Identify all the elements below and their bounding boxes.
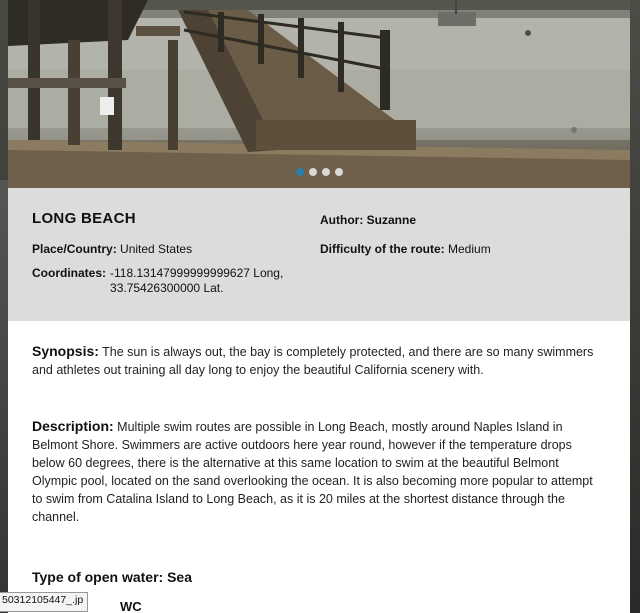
carousel-dot-2[interactable] — [309, 168, 317, 176]
route-photo-carousel[interactable] — [8, 0, 630, 188]
synopsis-label: Synopsis: — [32, 343, 99, 359]
author-field — [320, 213, 416, 228]
synopsis-text: The sun is always out, the bay is completely protected, and there are so many swimmers and athletes out training all day long to enjoy the beautiful California scenery with. — [32, 345, 594, 377]
route-title: LONG BEACH — [32, 210, 136, 227]
difficulty-label: Difficulty of the route: — [320, 242, 445, 256]
difficulty-field — [320, 242, 491, 257]
file-name: 50312105447_.jp — [2, 594, 84, 606]
route-content — [8, 342, 630, 613]
water-type-section — [32, 568, 606, 586]
carousel-dot-1[interactable] — [296, 168, 304, 176]
water-type-value: Sea — [167, 569, 193, 585]
difficulty-value: Medium — [448, 242, 491, 256]
carousel-dot-3[interactable] — [322, 168, 330, 176]
author-label: Author: — [320, 213, 364, 227]
synopsis-section — [32, 342, 606, 379]
download-file-tab[interactable] — [0, 592, 88, 612]
description-text: Multiple swim routes are possible in Long Beach, mostly around Naples Island in Belmont Shore. Swimmers are active outdoors here year round, however if the temperature drops below 60 degrees, there is the alternative at this same location to swim at the beautiful Belmont Olympic pool, located on the sand overlooking the ocean. It is also becoming more popular to attempt to swim from Catalina Island to Long Beach, as it is 20 miles at the shortest distance through the channel. — [32, 420, 593, 524]
place-label: Place/Country: — [32, 242, 117, 256]
carousel-dots — [8, 168, 630, 178]
backdrop-right-strip — [630, 0, 640, 613]
backdrop-left-strip — [0, 180, 8, 613]
route-info-panel — [8, 188, 630, 321]
water-type-label: Type of open water: — [32, 569, 164, 585]
author-value: Suzanne — [366, 213, 417, 227]
coordinates-label: Coordinates: — [32, 266, 107, 280]
wc-label: WC — [120, 599, 142, 613]
description-label: Description: — [32, 418, 114, 434]
dock-photo — [8, 0, 630, 188]
route-modal — [8, 0, 630, 613]
place-field — [32, 242, 192, 257]
coordinates-latitude: 33.75426300000 Lat. — [110, 281, 224, 295]
coordinates-field — [32, 266, 283, 296]
coordinates-longitude: -118.13147999999999627 Long, — [110, 266, 284, 280]
place-value: United States — [120, 242, 193, 256]
description-section — [32, 417, 606, 526]
carousel-dot-4[interactable] — [335, 168, 343, 176]
wc-facility — [120, 598, 606, 613]
